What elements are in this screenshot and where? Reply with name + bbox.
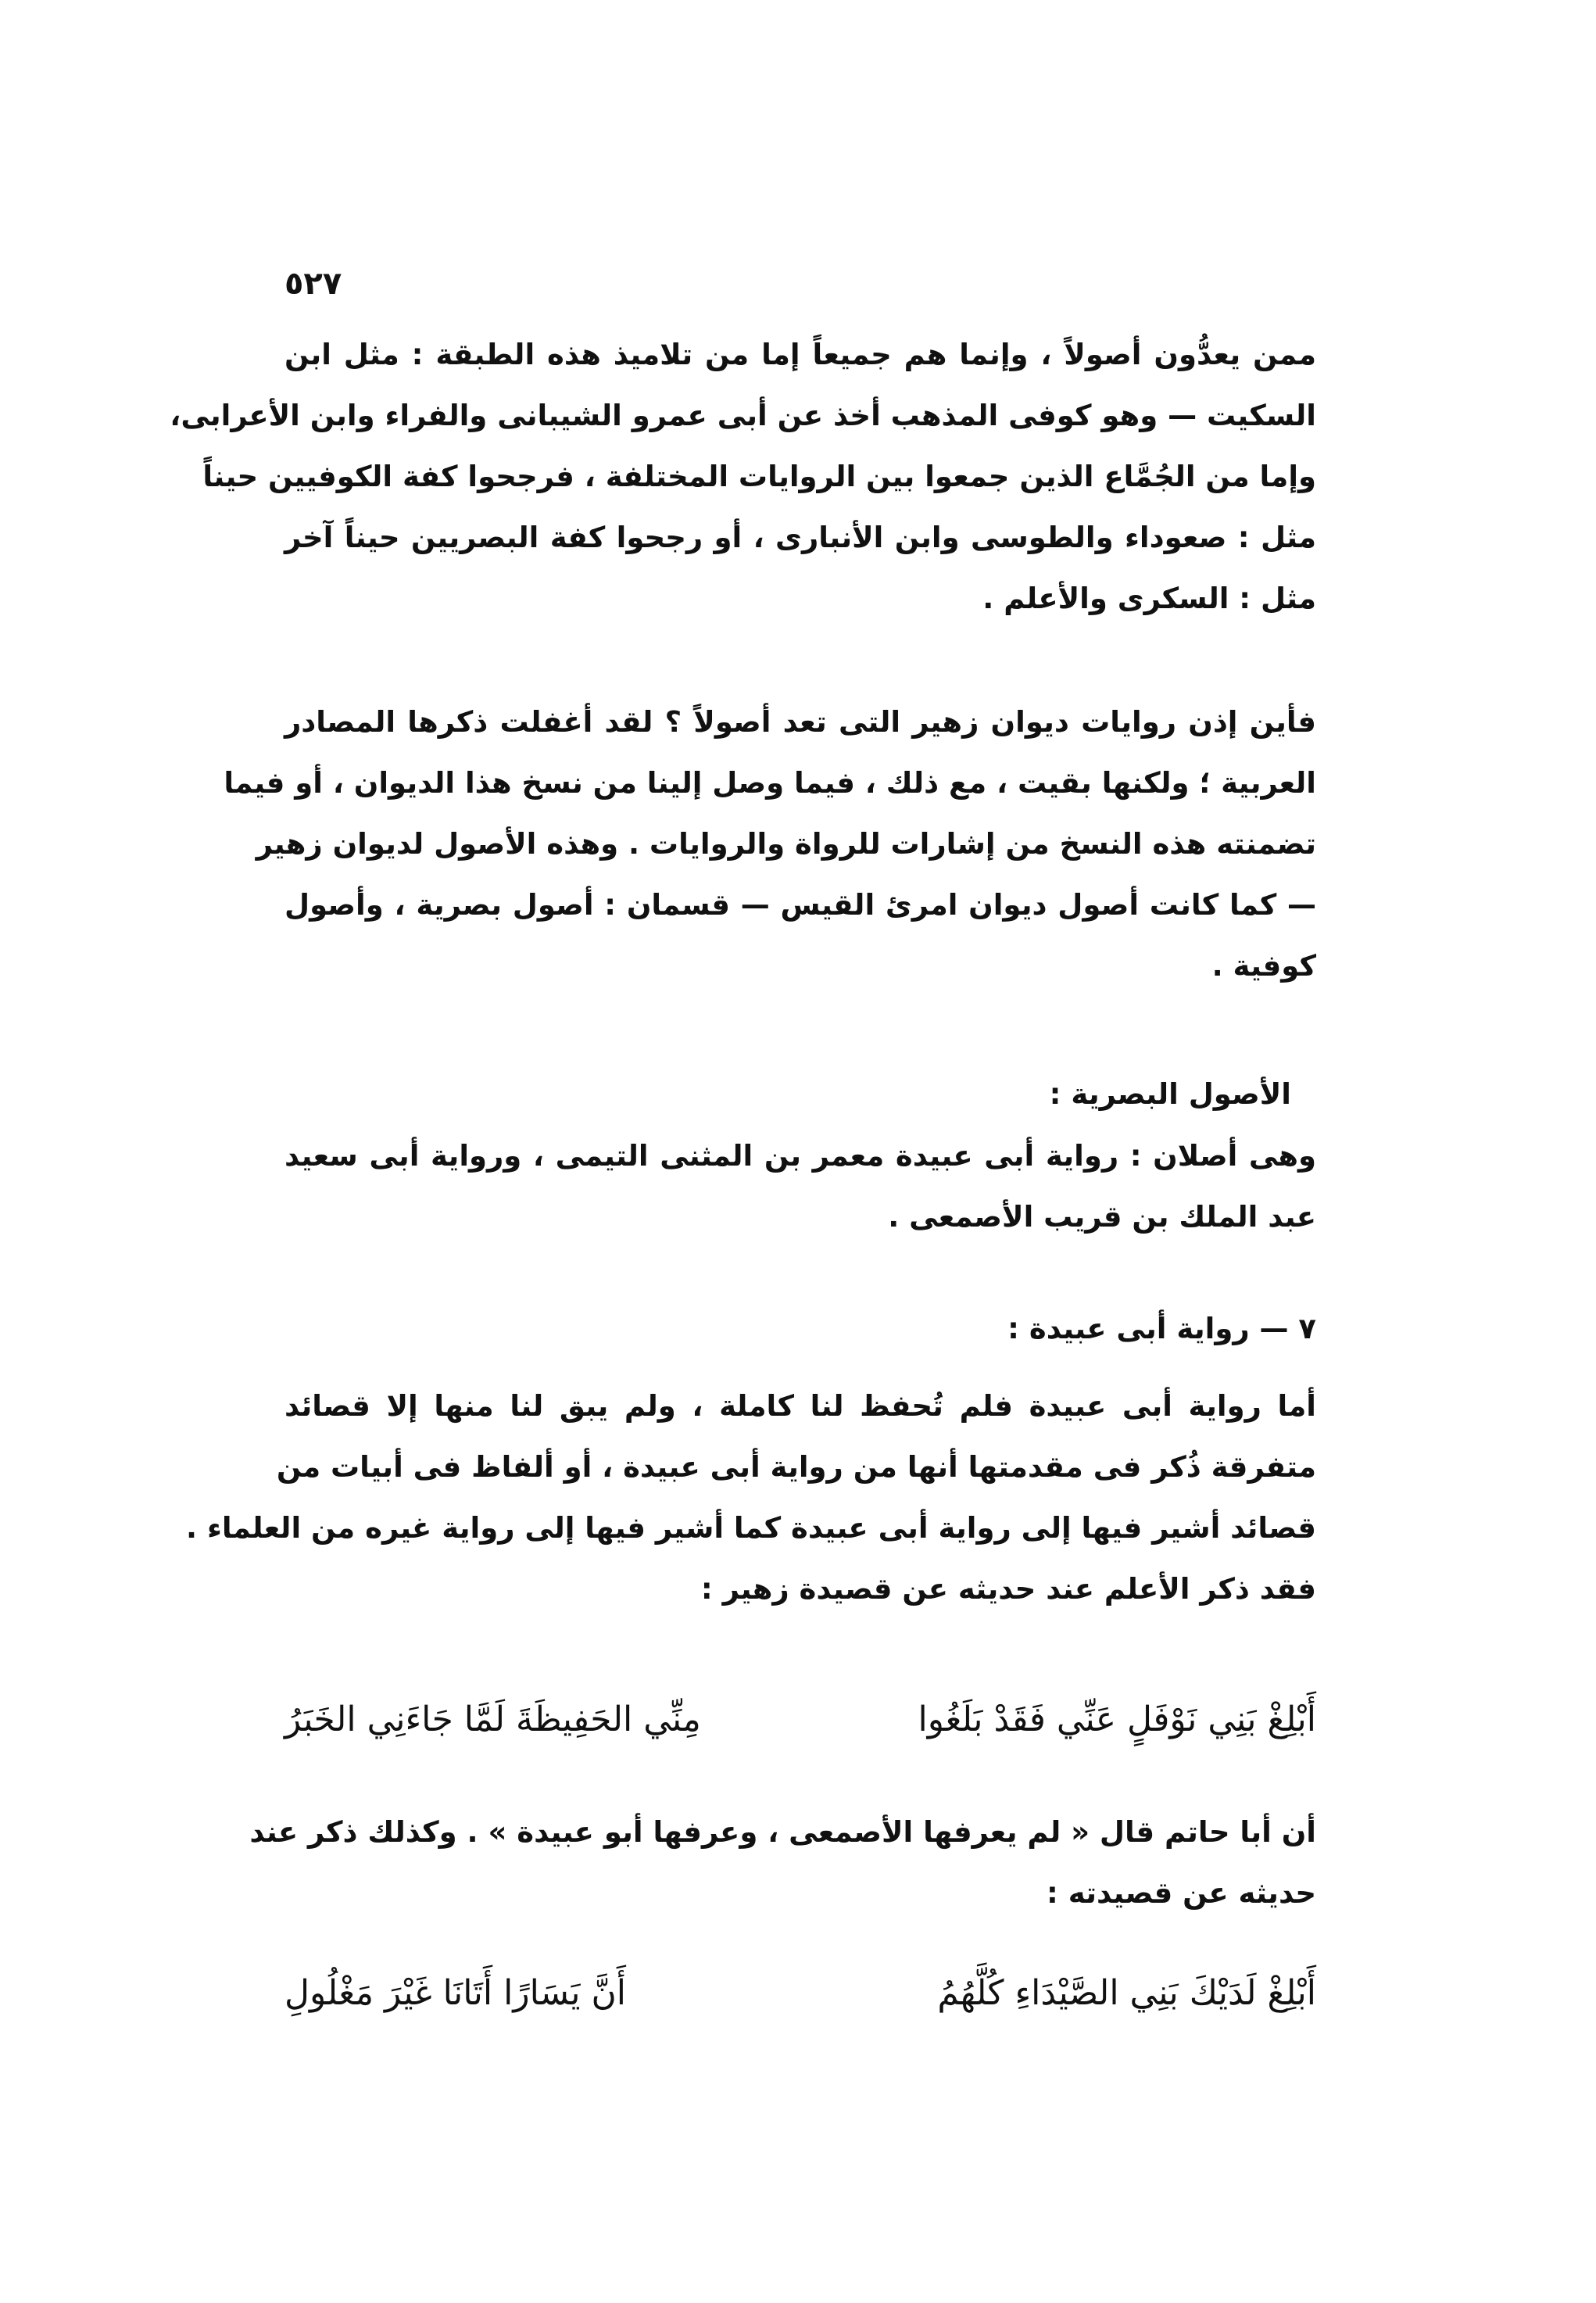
paragraph-5 [249,1802,1316,1924]
paragraph-3 [284,1126,1316,1248]
paragraph-line: السكيت — وهو كوفى المذهب أخذ عن أبى عمرو الشيبانى والفراء وابن الأعرابى، [170,399,1316,432]
paragraph-line: حديثه عن قصيدته : [1047,1876,1316,1910]
verse-second-hemistich: أَنَّ يَسَارًا أَتَانَا غَيْرَ مَغْلُولِ [284,1973,627,2013]
verse-first-hemistich: أَبْلِغْ لَدَيْكَ بَنِي الصَّيْدَاءِ كُلَّهُمُ [937,1973,1316,2013]
paragraph-1 [170,324,1316,629]
paragraph-4 [186,1376,1316,1620]
poetry-verse-2 [284,1962,1316,2025]
paragraph-line: تضمنته هذه النسخ من إشارات للرواة والروايات . وهذه الأصول لديوان زهير [256,827,1316,861]
paragraph-line: وإما من الجُمَّاع الذين جمعوا بين الروايات المختلفة ، فرجحوا كفة الكوفيين حيناً [202,460,1316,493]
page-number: ٥٢٧ [284,266,342,302]
paragraph-line: العربية ؛ ولكنها بقيت ، مع ذلك ، فيما وصل إلينا من نسخ هذا الديوان ، أو فيما [224,766,1316,800]
verse-first-hemistich: أَبْلِغْ بَنِي نَوْفَلٍ عَنِّي فَقَدْ بَلَغُوا [918,1699,1316,1739]
paragraph-line: متفرقة ذُكر فى مقدمتها أنها من رواية أبى عبيدة ، أو ألفاظ فى أبيات من [276,1450,1316,1484]
paragraph-2 [224,692,1316,997]
paragraph-line: مثل : السكرى والأعلم . [982,582,1316,615]
paragraph-line: وهى أصلان : رواية أبى عبيدة معمر بن المثنى التيمى ، ورواية أبى سعيد [284,1139,1316,1173]
paragraph-line: — كما كانت أصول ديوان امرئ القيس — قسمان : أصول بصرية ، وأصول [284,888,1316,922]
paragraph-line: أما رواية أبى عبيدة فلم تُحفظ لنا كاملة ، ولم يبق لنا منها إلا قصائد [284,1389,1316,1423]
paragraph-line: ممن يعدُّون أصولاً ، وإنما هم جميعاً إما من تلاميذ هذه الطبقة : مثل ابن [284,338,1316,371]
paragraph-line: عبد الملك بن قريب الأصمعى . [888,1200,1316,1234]
section-heading-abu-ubayda: ٧ — رواية أبى عبيدة : [1007,1312,1316,1345]
poetry-verse-1 [284,1689,1316,1751]
paragraph-line: قصائد أشير فيها إلى رواية أبى عبيدة كما أشير فيها إلى رواية غيره من العلماء . [186,1511,1316,1545]
paragraph-line: مثل : صعوداء والطوسى وابن الأنبارى ، أو رجحوا كفة البصريين حيناً آخر [284,521,1316,554]
paragraph-line: فقد ذكر الأعلم عند حديثه عن قصيدة زهير : [700,1572,1316,1606]
paragraph-line: فأين إذن روايات ديوان زهير التى تعد أصولاً ؟ لقد أغفلت ذكرها المصادر [284,705,1316,739]
section-heading-basran-sources: الأصول البصرية : [1049,1077,1291,1111]
paragraph-line: أن أبا حاتم قال « لم يعرفها الأصمعى ، وعرفها أبو عبيدة » . وكذلك ذكر عند [249,1815,1316,1849]
verse-second-hemistich: مِنِّي الحَفِيظَةَ لَمَّا جَاءَنِي الخَبَرُ [284,1699,701,1739]
paragraph-line: كوفية . [1211,949,1316,983]
